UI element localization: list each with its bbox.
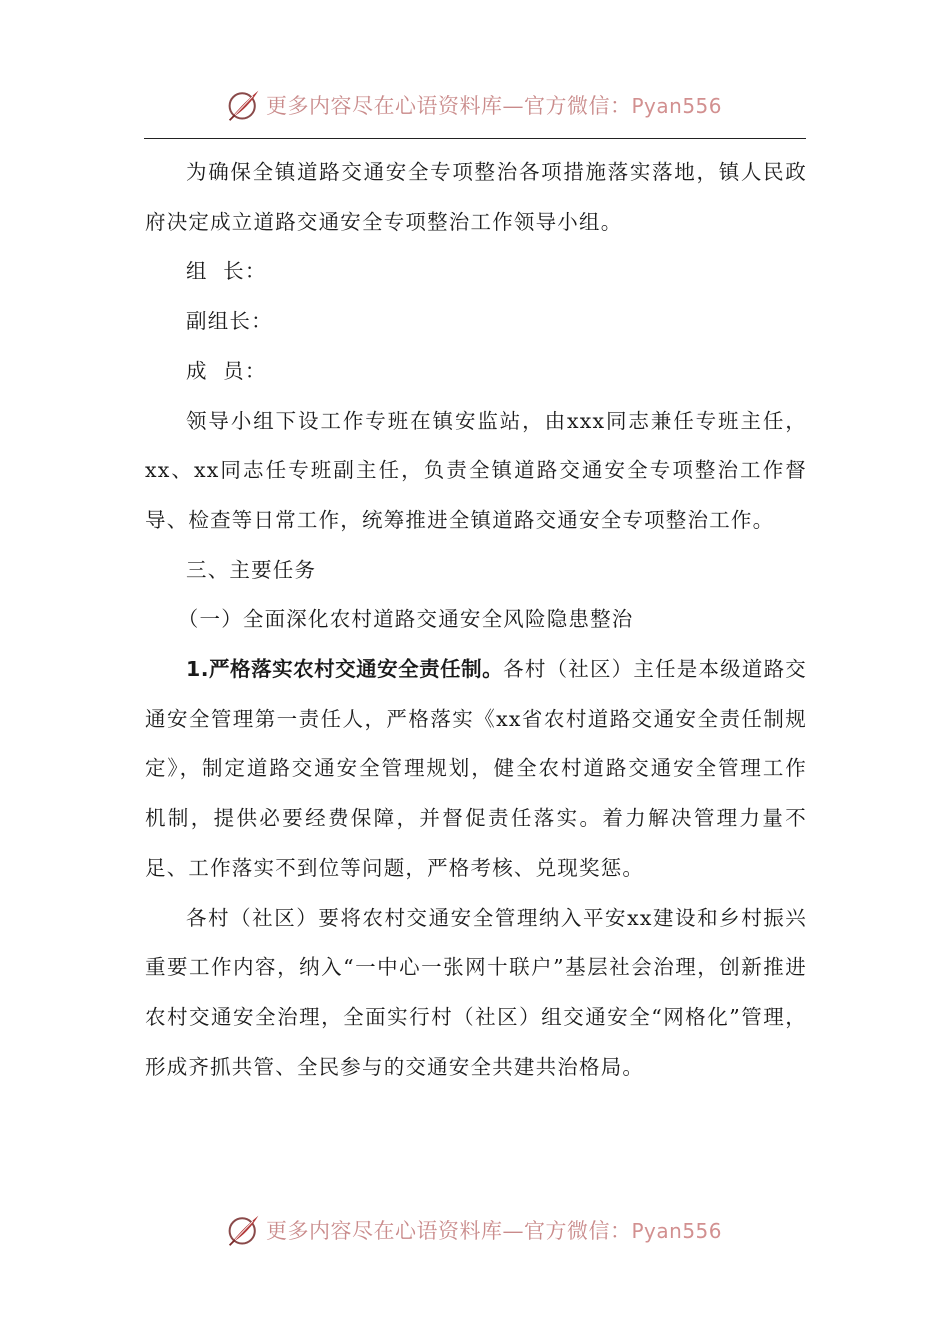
footer-banner bbox=[0, 1205, 950, 1255]
closing-paragraph: 各村（社区）要将农村交通安全管理纳入平安xx建设和乡村振兴重要工作内容，纳入“一中心一张网十联户”基层社会治理，创新推进农村交通安全治理，全面实行村（社区）组交通安全“网格化”管理，形成齐抓共管、全民参与的交通安全共建共治格局。 bbox=[145, 905, 807, 1079]
document-body bbox=[145, 148, 807, 1092]
footer-banner-content bbox=[226, 1212, 722, 1248]
deputy-leader-line: 副组长： bbox=[186, 309, 273, 334]
header-divider bbox=[144, 138, 806, 139]
header-banner-text: 更多内容尽在心语资料库—官方微信：Pyan556 bbox=[265, 94, 722, 118]
task-force-paragraph: 领导小组下设工作专班在镇安监站，由xxx同志兼任专班主任，xx、xx同志任专班副主任，负责全镇道路交通安全专项整治工作督导、检查等日常工作，统筹推进全镇道路交通安全专项整治工作。 bbox=[145, 408, 807, 532]
footer-banner-text: 更多内容尽在心语资料库—官方微信：Pyan556 bbox=[265, 1219, 722, 1243]
group-leader-line: 组 长： bbox=[186, 259, 267, 284]
section-heading-main-tasks: 三、主要任务 bbox=[186, 557, 317, 582]
quill-pen-logo-icon bbox=[226, 87, 262, 123]
header-banner-content bbox=[226, 87, 722, 123]
subsection-heading-1: （一）全面深化农村道路交通安全风险隐患整治 bbox=[177, 607, 634, 632]
intro-paragraph: 为确保全镇道路交通安全专项整治各项措施落实落地，镇人民政府决定成立道路交通安全专项整治工作领导小组。 bbox=[145, 160, 807, 234]
wechat-id: Pyan556 bbox=[631, 1219, 722, 1243]
members-line: 成 员： bbox=[186, 358, 267, 383]
task-1-paragraph bbox=[145, 645, 807, 894]
task-1-title: 1.严格落实农村交通安全责任制。 bbox=[186, 657, 504, 682]
header-banner bbox=[0, 80, 950, 130]
quill-pen-logo-icon bbox=[226, 1212, 262, 1248]
task-1-text: 各村（社区）主任是本级道路交通安全管理第一责任人，严格落实《xx省农村道路交通安全责任制规定》，制定道路交通安全管理规划，健全农村道路交通安全管理工作机制，提供必要经费保障，并督促责任落实。着力解决管理力量不足、工作落实不到位等问题，严格考核、兑现奖惩。 bbox=[145, 657, 807, 880]
wechat-id: Pyan556 bbox=[631, 94, 722, 118]
